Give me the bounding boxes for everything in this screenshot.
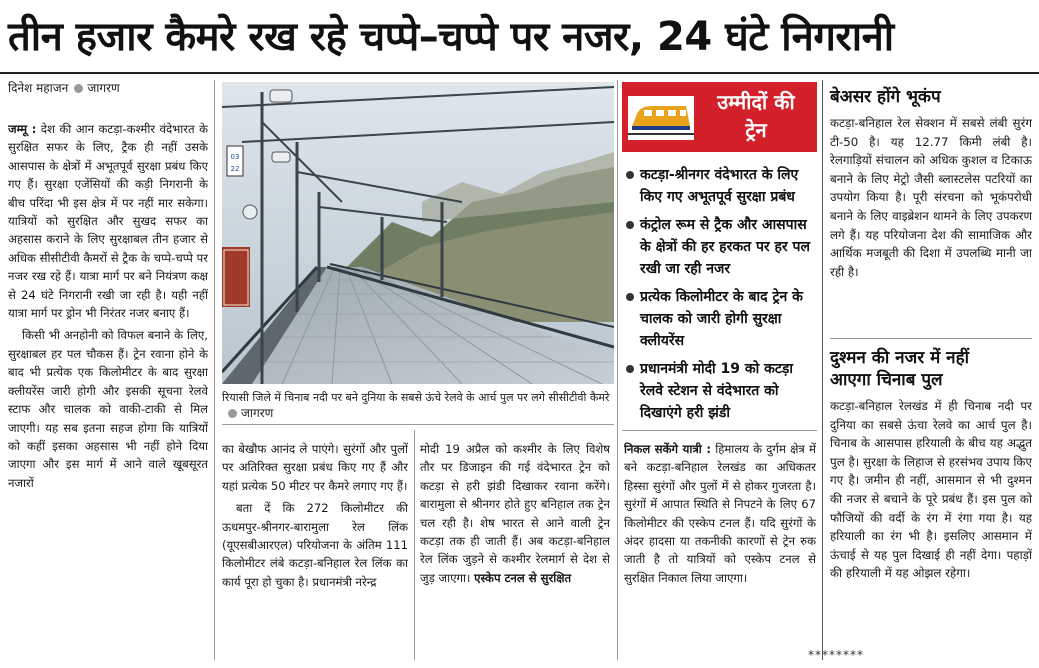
bullet-icon [626, 171, 634, 179]
sidebar-text-1: कटड़ा-बनिहाल रेल सेक्शन में सबसे लंबी सुरंग टी-50 है। यह 12.77 किमी लंबी है। रेलगाड़ियों संचालन को अधिक कुशल व टिकाऊ बनाने के लिए मेट्रो जैसी ब्लास्टलेस पटरियों का उपयोग किया है। पूरी संरचना को भूकंपरोधी बनाने के लिए वाइब्रेशन थामने के लिए उपकरण लगे हैं। यह परियोजना देश की सामाजिक और आर्थिक मजबूती की दिशा में उपलब्धि मानी जा रही है। [830, 116, 1032, 279]
caption-rule [222, 424, 614, 425]
column-divider-2 [414, 430, 415, 660]
ticker-item [626, 164, 816, 208]
ticker-item-text: प्रधानमंत्री मोदी 19 को कटड़ा रेलवे स्टेशन से वंदेभारत को दिखाएंगे हरी झंडी [640, 361, 794, 421]
ticker-item-text: कटड़ा-श्रीनगर वंदेभारत के लिए किए गए अभूतपूर्व सुरक्षा प्रबंध [640, 167, 799, 205]
ticker-list [626, 164, 816, 424]
col1-para-1 [8, 120, 208, 322]
jagran-dot-icon [74, 84, 83, 93]
caption-jagran-dot-icon [228, 409, 237, 418]
train-icon [628, 96, 694, 140]
pole-number-top: 03 [230, 153, 240, 161]
article-column-3 [420, 440, 610, 660]
photo-caption-text: रियासी जिले में चिनाब नदी पर बने दुनिया के सबसे ऊंचे रेलवे के आर्च पुल पर लगे सीसीटीवी कैमरे [222, 391, 610, 404]
bridge-photo [222, 82, 614, 384]
ticker-box [622, 82, 817, 426]
bullet-icon [626, 293, 634, 301]
escape-tunnel-subhead: एस्केप टनल से सुरक्षित [474, 570, 572, 585]
pole-number-bottom: 22 [230, 165, 240, 173]
ticker-header [622, 82, 817, 152]
article-column-1 [8, 120, 208, 660]
sidebar-heading-2-line-2: आएगा चिनाब पुल [830, 370, 943, 390]
ticker-item [626, 358, 816, 424]
col4-para [624, 440, 816, 587]
article-column-2 [222, 440, 408, 660]
byline [8, 80, 208, 96]
photo-caption-source: जागरण [241, 406, 274, 420]
col2-para-1: का बेखौफ आनंद ले पाएंगे। सुरंगों और पुलों पर अतिरिक्त सुरक्षा प्रबंध किए गए हैं और यहां प्रत्येक 50 मीटर पर कैमरे लगाए गए हैं। [222, 442, 408, 493]
ticker-item [626, 214, 816, 280]
col4-text: हिमालय के दुर्गम क्षेत्र में बने कटड़ा-बनिहाल रेलखंड का अधिकतर हिस्सा सुरंगों और पुलों में से होकर गुजरता है। सुरंगों में आपात स्थिति से निपटने के लिए 67 किलोमीटर की एस्केप टनल हैं। यदि सुरंगों के अंदर हादसा या तकनीकी कारणों से ट्रेन रुक जाती है तो यात्रियों को एस्केप टनल से सुरक्षित निकाल लिया जाएगा। [624, 442, 816, 585]
col3-para-1 [420, 440, 610, 587]
ticker-title-line-1: उम्मीदों की [717, 90, 795, 114]
sidebar-heading-1: बेअसर होंगे भूकंप [830, 87, 941, 107]
footer-stars: ******** [808, 648, 864, 662]
bridge-photo-illustration [222, 82, 614, 384]
sidebar [830, 86, 1032, 666]
headline-rule [0, 72, 1039, 74]
column-divider-4 [822, 80, 823, 660]
dateline: जम्मू : [8, 122, 37, 136]
byline-source: जागरण [87, 81, 120, 95]
bullet-icon [626, 221, 634, 229]
photo-caption [222, 390, 614, 421]
ticker-title-line-2: ट्रेन [745, 118, 767, 142]
sidebar-heading-2-line-1: दुश्मन की नजर में नहीं [830, 348, 970, 368]
byline-author: दिनेश महाजन [8, 81, 69, 95]
col1-para-2: किसी भी अनहोनी को विफल बनाने के लिए, सुरक्षाबल हर पल चौकस हैं। ट्रेन रवाना होने के बाद भी प्रत्येक एक किलोमीटर के बाद सुरक्षा क्लीयरेंस जारी होगी और इसकी सूचना रेलवे स्टाफ और चालक को वाकी-टाकी से मिल जाएगी। यह सब इतना सहज होगा कि यात्रियों को कहीं इसका अहसास भी नहीं होने दिया जाएगा और इस मार्ग में आने वाले खूबसूरत नजारों [8, 328, 208, 490]
escape-subhead-lead: निकल सकेंगे यात्री : [624, 442, 711, 456]
ticker-item [626, 286, 816, 352]
ticker-item-text: कंट्रोल रूम से ट्रैक और आसपास के क्षेत्रों की हर हरकत पर हर पल रखी जा रही नजर [640, 217, 810, 277]
bullet-icon [626, 365, 634, 373]
ticker-item-text: प्रत्येक किलोमीटर के बाद ट्रेन के चालक को जारी होगी सुरक्षा क्लीयरेंस [640, 289, 803, 349]
col1-para-1-text: देश की आन कटड़ा-कश्मीर वंदेभारत के सुरक्षित सफर के लिए, ट्रैक ही नहीं उसके आसपास के क्षेत्रों में अभूतपूर्व सुरक्षा प्रबंध किए गए हैं। सुरक्षा एजेंसियों की कड़ी निगरानी के बीच परिंदा भी इस क्षेत्र में पर नहीं मार सकेगा। यात्रियों को सुरक्षित और सुखद सफर का अहसास कराने के लिए सुरक्षाबल तीन हजार से अधिक सीसीटीवी कैमरों से ट्रैक के चप्पे-चप्पे पर नजर रख रहे हैं। यात्रा मार्ग पर बने नियंत्रण कक्ष से 24 घंटे निगरानी रखी जा रही है। यही नहीं यात्रा मार्ग पर ड्रोन भी निरंतर नजर बनाए हैं। [8, 122, 208, 321]
article-column-4 [624, 440, 816, 660]
sidebar-rule [830, 338, 1032, 339]
column-divider-3 [617, 80, 618, 660]
col2-para-2: बता दें कि 272 किलोमीटर की ऊधमपुर-श्रीनगर-बारामुला रेल लिंक (यूएसबीआरएल) परियोजना के अंतिम 111 किलोमीटर लंबे कटड़ा-बनिहाल रेल लिंक का कार्य पूरा हो चुका है। प्रधानमंत्री नरेन्द्र [222, 501, 408, 589]
headline: तीन हजार कैमरे रख रहे चप्पे–चप्पे पर नजर, 24 घंटे निगरानी [8, 14, 894, 60]
sidebar-text-2: कटड़ा-बनिहाल रेलखंड में ही चिनाब नदी पर दुनिया का सबसे ऊंचा रेलवे का आर्च पुल है। चिनाब के आसपास हरियाली के बीच यह अद्भुत पुल है। सुरक्षा के लिहाज से हरसंभव उपाय किए गए है। जमीन ही नहीं, आसमान से भी दुश्मन की नजर से बचाने के पूरे प्रबंध हैं। इस पुल को फौजियों की वर्दी के रंग में रंगा गया है। यह हरियाली का रंग भी है। इसलिए आसमान में ऊंचाई से यह पुल दिखाई ही नहीं देगा। पहाड़ों की हरियाली में यह ओझल रहेगा। [830, 399, 1032, 581]
column-divider-1 [214, 80, 215, 660]
ticker-rule [622, 430, 817, 431]
col3-para-1-text: मोदी 19 अप्रैल को कश्मीर के लिए विशेष तौर पर डिजाइन की गई वंदेभारत ट्रेन को कटड़ा से हरी झंडी दिखाकर रवाना करेंगे। बारामुला से श्रीनगर होते हुए बनिहाल तक ट्रेन चल रही है। शेष भारत से आने वाली ट्रेन कटड़ा तक ही जाती हैं। अब कटड़ा-बनिहाल रेल लिंक जुड़ने से कश्मीर रेलमार्ग से देश से जुड़ जाएगा। [420, 442, 610, 585]
